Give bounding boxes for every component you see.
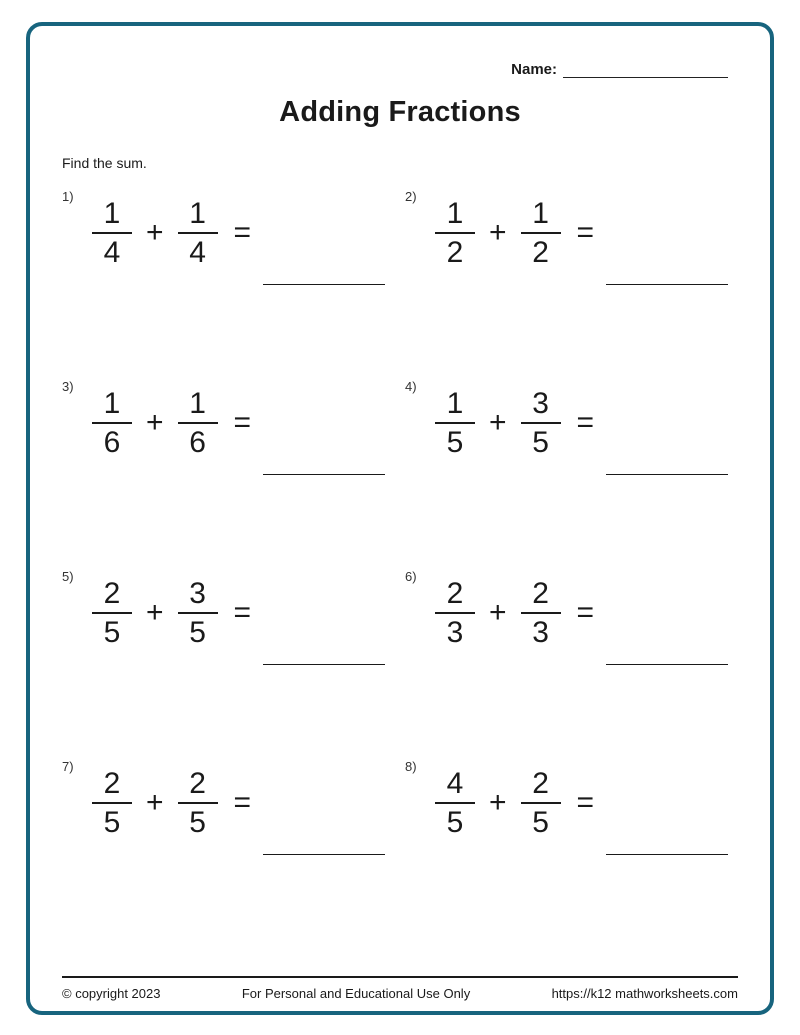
equals-sign: = [576,786,595,819]
numerator: 1 [189,387,206,420]
expression [435,387,738,459]
equals-sign: = [233,406,252,439]
instruction-text: Find the sum. [62,155,147,171]
denominator: 5 [532,426,549,459]
denominator: 6 [189,426,206,459]
numerator: 1 [103,387,121,420]
plus-sign: + [146,406,164,439]
denominator: 5 [189,806,206,839]
fraction-1 [92,197,132,269]
plus-sign: + [489,216,507,249]
name-blank-line[interactable] [563,60,728,78]
fraction-1 [92,767,132,839]
expression [435,767,738,839]
problem-number: 8) [405,759,417,774]
denominator: 2 [532,236,549,269]
fraction-1 [435,197,475,269]
denominator: 4 [103,236,121,269]
page-title: Adding Fractions [279,96,521,128]
numerator: 1 [103,197,121,230]
numerator: 2 [446,577,464,610]
fraction-1 [92,577,132,649]
plus-sign: + [146,216,164,249]
plus-sign: + [489,596,507,629]
answer-blank[interactable] [263,655,385,665]
problem-number: 4) [405,379,417,394]
answer-blank[interactable] [606,465,728,475]
denominator: 5 [103,616,121,649]
fraction-2 [521,197,561,269]
problem-number: 3) [62,379,74,394]
fraction-2 [521,577,561,649]
answer-blank[interactable] [606,845,728,855]
numerator: 2 [532,577,549,610]
fraction-2 [178,387,218,459]
expression [435,577,738,649]
website-url: https://k12 mathworksheets.com [551,986,738,1001]
fraction-1 [435,577,475,649]
problem-6 [405,567,738,673]
numerator: 3 [532,387,549,420]
denominator: 5 [103,806,121,839]
problem-4 [405,377,738,483]
expression [92,767,395,839]
equals-sign: = [233,216,252,249]
equals-sign: = [576,216,595,249]
problem-1 [62,187,395,293]
fraction-1 [435,767,475,839]
fraction-2 [521,387,561,459]
denominator: 2 [446,236,464,269]
numerator: 4 [446,767,464,800]
fraction-1 [92,387,132,459]
equals-sign: = [576,406,595,439]
fraction-1 [435,387,475,459]
denominator: 5 [446,806,464,839]
numerator: 3 [189,577,206,610]
name-label: Name: [511,61,557,78]
denominator: 6 [103,426,121,459]
problem-2 [405,187,738,293]
answer-blank[interactable] [606,655,728,665]
answer-blank[interactable] [263,275,385,285]
answer-blank[interactable] [263,845,385,855]
problem-3 [62,377,395,483]
answer-blank[interactable] [263,465,385,475]
expression [435,197,738,269]
page-content [26,22,774,1015]
denominator: 4 [189,236,206,269]
numerator: 2 [103,767,121,800]
problem-number: 7) [62,759,74,774]
fraction-2 [178,767,218,839]
denominator: 5 [189,616,206,649]
expression [92,577,395,649]
denominator: 3 [532,616,549,649]
problem-number: 5) [62,569,74,584]
problem-number: 2) [405,189,417,204]
problem-number: 6) [405,569,417,584]
equals-sign: = [233,596,252,629]
expression [92,387,395,459]
fraction-2 [178,577,218,649]
denominator: 5 [532,806,549,839]
expression [92,197,395,269]
fraction-2 [521,767,561,839]
problem-7 [62,757,395,863]
numerator: 2 [103,577,121,610]
equals-sign: = [233,786,252,819]
numerator: 1 [189,197,206,230]
answer-blank[interactable] [606,275,728,285]
numerator: 2 [189,767,206,800]
plus-sign: + [146,786,164,819]
problems-grid [62,187,738,863]
plus-sign: + [146,596,164,629]
problem-5 [62,567,395,673]
problem-number: 1) [62,189,74,204]
numerator: 1 [446,387,464,420]
numerator: 1 [532,197,549,230]
plus-sign: + [489,786,507,819]
usage-text: For Personal and Educational Use Only [241,986,471,1001]
plus-sign: + [489,406,507,439]
equals-sign: = [576,596,595,629]
fraction-2 [178,197,218,269]
denominator: 3 [446,616,464,649]
copyright-text: © copyright 2023 [62,986,161,1001]
problem-8 [405,757,738,863]
denominator: 5 [446,426,464,459]
numerator: 1 [446,197,464,230]
footer [62,976,738,1001]
name-row [62,60,738,78]
numerator: 2 [532,767,549,800]
